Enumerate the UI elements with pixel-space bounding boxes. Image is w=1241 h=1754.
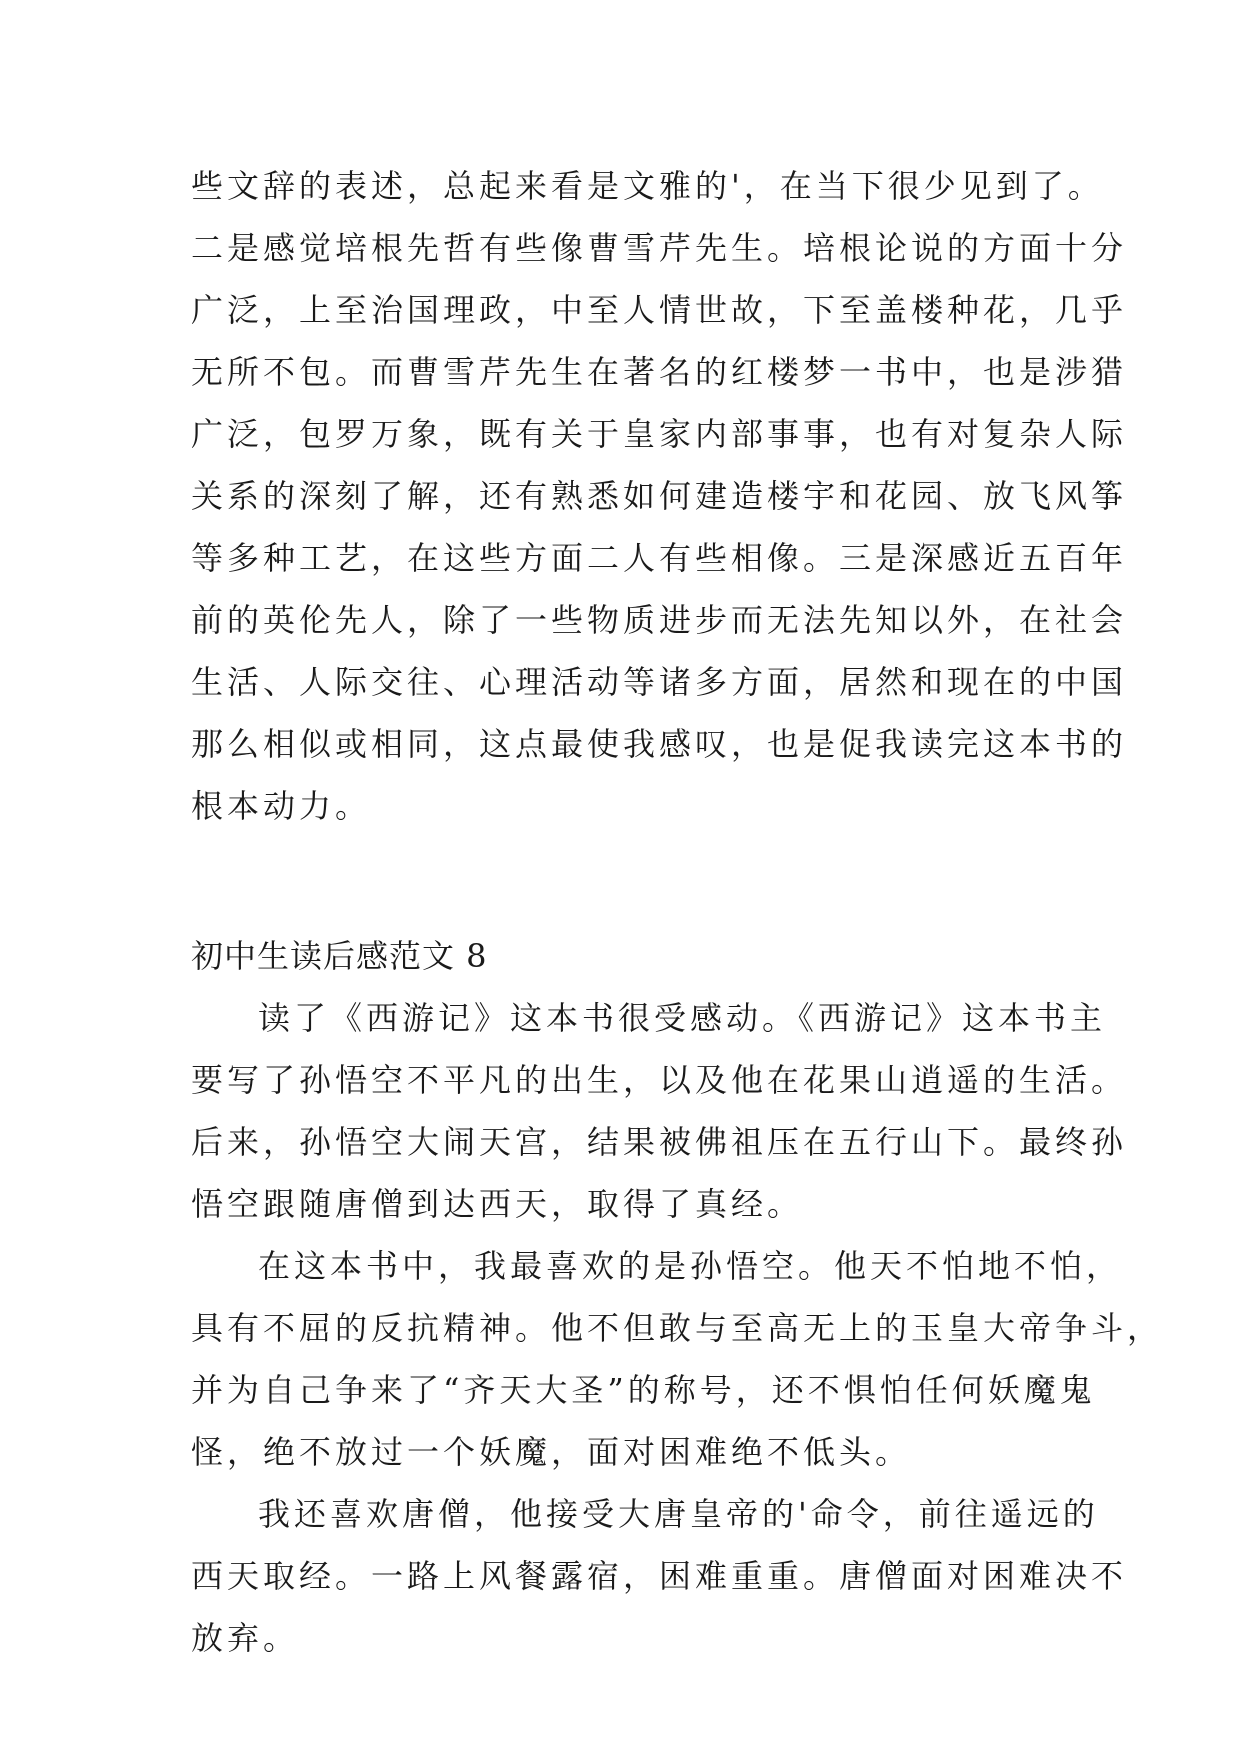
text-line: 生活、人际交往、心理活动等诸多方面，居然和现在的中国 [191,663,1128,701]
text-column [191,155,1164,1669]
text-line: 放弃。 [191,1619,300,1657]
text-line: 二是感觉培根先哲有些像曹雪芹先生。培根论说的方面十分 [191,229,1128,267]
text-line: 些文辞的表述，总起来看是文雅的'，在当下很少见到了。 [191,167,1104,205]
text-line: 读了《西游记》这本书很受感动。《西游记》这本书主 [258,999,1107,1037]
text-line: 等多种工艺，在这些方面二人有些相像。三是深感近五百年 [191,539,1128,577]
text-line: 悟空跟随唐僧到达西天，取得了真经。 [191,1185,804,1223]
text-line: 后来，孙悟空大闹天宫，结果被佛祖压在五行山下。最终孙 [191,1123,1128,1161]
text-line: 广泛，上至治国理政，中至人情世故，下至盖楼种花，几乎 [191,291,1128,329]
text-line: 具有不屈的反抗精神。他不但敢与至高无上的玉皇大帝争斗， [191,1309,1164,1347]
continued-paragraph [191,155,1128,837]
text-line: 并为自己争来了“齐天大圣”的称号，还不惧怕任何妖魔鬼 [191,1371,1096,1409]
text-line: 在这本书中，我最喜欢的是孙悟空。他天不怕地不怕， [258,1247,1123,1285]
text-line: 我还喜欢唐僧，他接受大唐皇帝的'命令，前往遥远的 [258,1495,1099,1533]
text-line: 根本动力。 [191,787,372,825]
text-line: 广泛，包罗万象，既有关于皇家内部事事，也有对复杂人际 [191,415,1128,453]
paragraph-2 [191,1235,1164,1483]
text-line: 怪，绝不放过一个妖魔，面对困难绝不低头。 [191,1433,912,1471]
text-line: 那么相似或相同，这点最使我感叹，也是促我读完这本书的 [191,725,1128,763]
section-gap [191,837,1051,925]
text-line: 关系的深刻了解，还有熟悉如何建造楼宇和花园、放飞风筝 [191,477,1128,515]
text-line: 西天取经。一路上风餐露宿，困难重重。唐僧面对困难决不 [191,1557,1128,1595]
text-line: 无所不包。而曹雪芹先生在著名的红楼梦一书中，也是涉猎 [191,353,1128,391]
paragraph-3 [191,1483,1128,1669]
text-line: 要写了孙悟空不平凡的出生，以及他在花果山逍遥的生活。 [191,1061,1128,1099]
section-heading: 初中生读后感范文 8 [191,937,488,975]
text-line: 前的英伦先人，除了一些物质进步而无法先知以外，在社会 [191,601,1128,639]
paragraph-1 [191,987,1128,1235]
